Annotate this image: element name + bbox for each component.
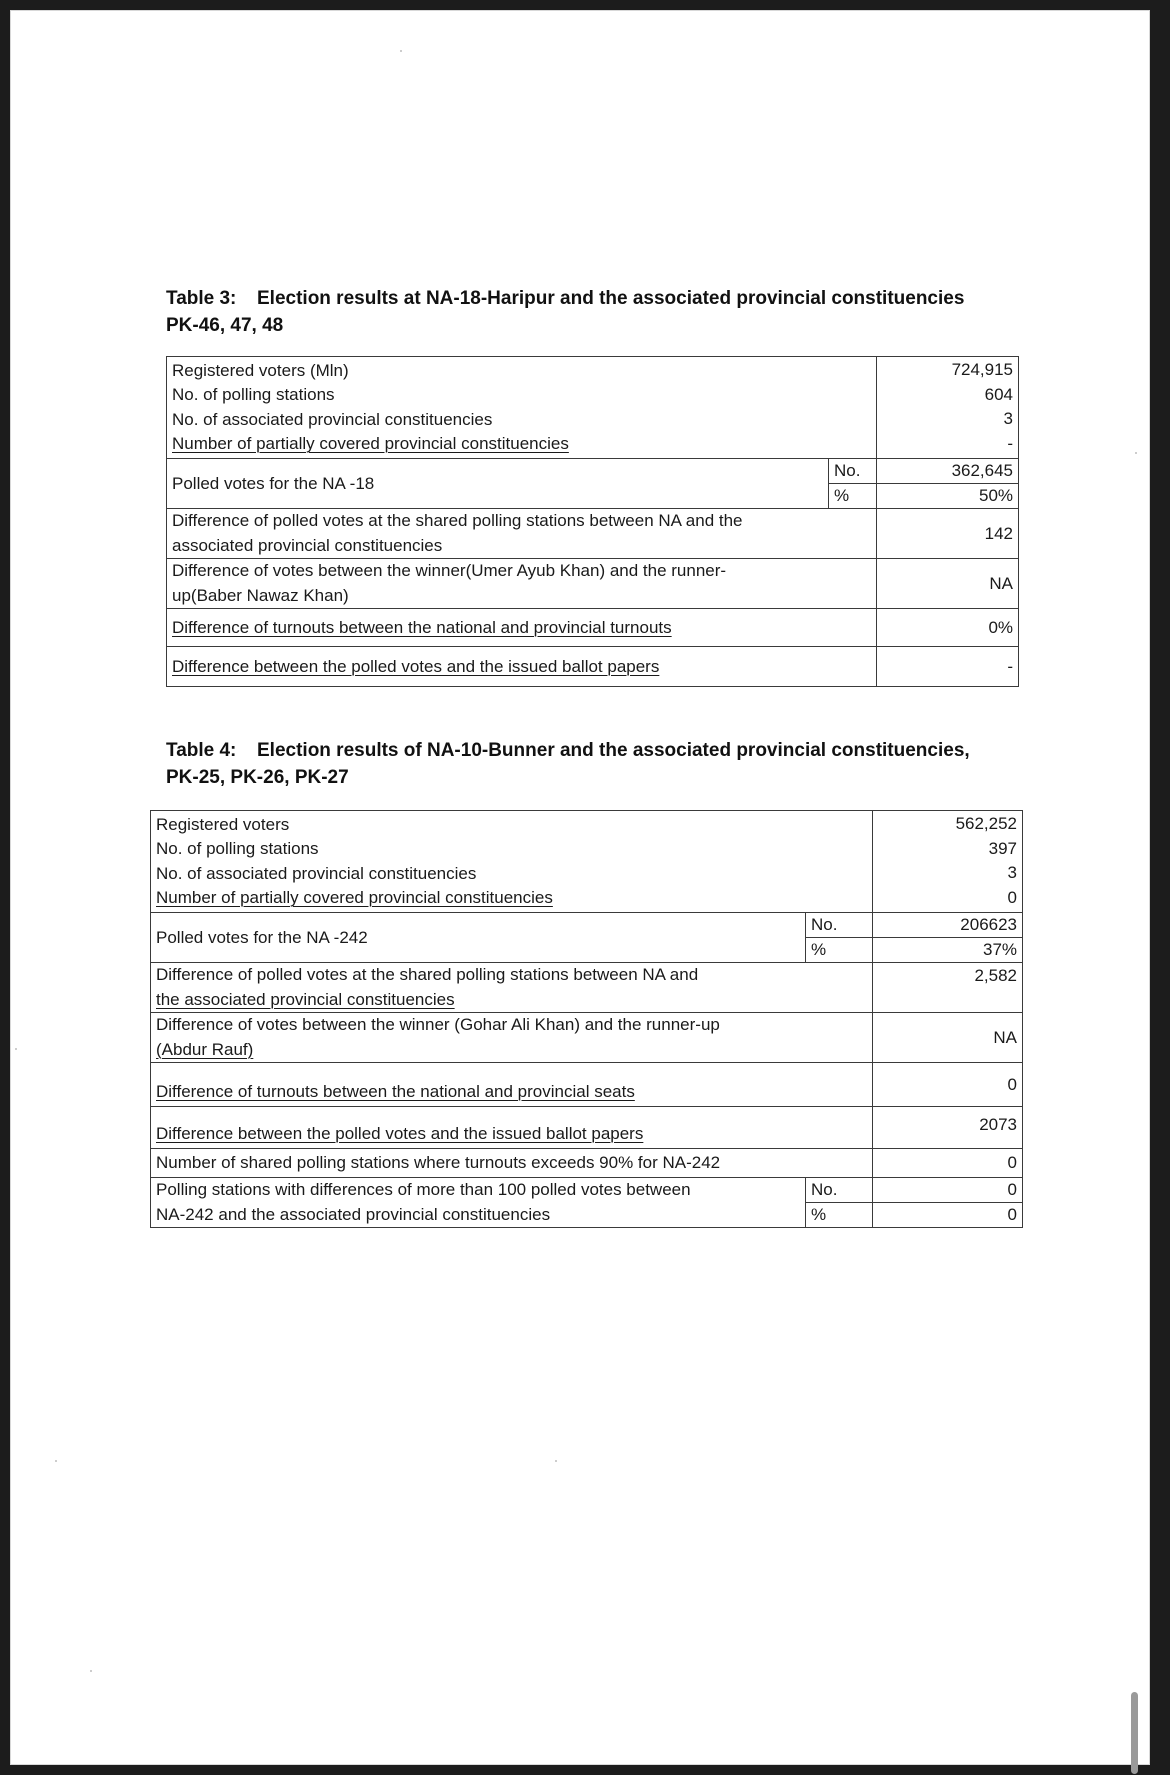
- diff-shared-label: [167, 509, 829, 559]
- diff-turnout-value: 0%: [877, 609, 1019, 647]
- partially-covered-label: Number of partially covered provincial constituencies: [156, 888, 553, 907]
- registered-voters-label: Registered voters: [156, 814, 290, 834]
- table4-basic-values: [873, 811, 1023, 913]
- table4-number: Table 4:: [166, 740, 237, 761]
- ps100-line2: NA-242 and the associated provincial constituencies: [156, 1204, 551, 1224]
- polling-stations-label: No. of polling stations: [172, 385, 335, 404]
- polling-stations-value: 397: [988, 838, 1018, 858]
- diff-winner-line2: up(Baber Nawaz Khan): [172, 585, 349, 605]
- table3-title-line2: PK-46, 47, 48: [166, 315, 284, 336]
- shared90-label: Number of shared polling stations where turnouts exceeds 90% for NA-242: [151, 1149, 873, 1178]
- diff-winner-value: NA: [873, 1013, 1023, 1063]
- partially-covered-value: -: [1007, 433, 1014, 453]
- polling-stations-label: No. of polling stations: [156, 839, 319, 858]
- diff-turnout-label: [167, 609, 877, 647]
- registered-voters-value: 724,915: [951, 360, 1014, 379]
- diff-winner-line1: Difference of votes between the winner(Umer Ayub Khan) and the runner-: [172, 561, 727, 580]
- empty-cell: [829, 559, 877, 609]
- polled-votes-pct: 50%: [877, 484, 1019, 509]
- table3-number: Table 3:: [166, 288, 237, 309]
- diff-shared-value: 142: [877, 509, 1019, 559]
- associated-pc-label: No. of associated provincial constituencies: [172, 409, 493, 429]
- ps100-no: 0: [873, 1178, 1023, 1203]
- unit-no: No.: [829, 459, 877, 484]
- diff-winner-line2: (Abdur Rauf): [156, 1039, 254, 1059]
- empty-cell: [806, 1013, 873, 1063]
- unit-no: No.: [806, 1178, 873, 1203]
- unit-pct: %: [806, 1203, 873, 1228]
- diff-shared-line1: Difference of polled votes at the shared polling stations between NA and: [156, 965, 699, 984]
- diff-ballot-text: Difference between the polled votes and the issued ballot papers: [156, 1124, 644, 1143]
- diff-winner-value: NA: [877, 559, 1019, 609]
- table4-basic-labels: [151, 811, 873, 913]
- diff-shared-value: 2,582: [873, 963, 1023, 1013]
- diff-winner-label: [151, 1013, 806, 1063]
- associated-pc-value: 3: [1003, 409, 1014, 428]
- associated-pc-value: 3: [1007, 863, 1018, 882]
- diff-turnout-value: 0: [873, 1063, 1023, 1107]
- scrollbar-thumb[interactable]: [1131, 1692, 1138, 1774]
- polled-votes-label: Polled votes for the NA -18: [167, 459, 829, 509]
- diff-winner-label: [167, 559, 829, 609]
- table3-title: [166, 285, 1066, 339]
- scan-speck: [55, 1460, 57, 1462]
- associated-pc-label: No. of associated provincial constituencies: [156, 863, 477, 883]
- unit-pct: %: [806, 938, 873, 963]
- empty-cell: [829, 509, 877, 559]
- diff-winner-line1: Difference of votes between the winner (Gohar Ali Khan) and the runner-up: [156, 1015, 720, 1034]
- table4-title-line2: PK-25, PK-26, PK-27: [166, 767, 349, 788]
- table3-basic-values: [877, 357, 1019, 459]
- ps100-pct: 0: [873, 1203, 1023, 1228]
- scan-speck: [1135, 452, 1137, 454]
- diff-turnout-text: Difference of turnouts between the national and provincial seats: [156, 1082, 635, 1101]
- table4-title-text: Election results of NA-10-Bunner and the associated provincial constituencies,: [257, 740, 970, 761]
- table3-basic-labels: [167, 357, 877, 459]
- diff-ballot-text: Difference between the polled votes and the issued ballot papers: [172, 656, 660, 676]
- diff-shared-line1: Difference of polled votes at the shared polling stations between NA and the: [172, 511, 743, 530]
- scan-speck: [555, 1460, 557, 1462]
- shared90-value: 0: [873, 1149, 1023, 1178]
- diff-shared-label: [151, 963, 806, 1013]
- table3-title-text: Election results at NA-18-Haripur and the associated provincial constituencies: [257, 288, 965, 309]
- ps100-label: [151, 1178, 806, 1228]
- table3: [166, 356, 1019, 687]
- polling-stations-value: 604: [984, 384, 1014, 404]
- empty-cell: [806, 963, 873, 1013]
- diff-turnout-text: Difference of turnouts between the national and provincial turnouts: [172, 617, 672, 637]
- partially-covered-value: 0: [1007, 887, 1018, 907]
- unit-pct: %: [829, 484, 877, 509]
- scan-speck: [90, 1670, 92, 1672]
- ps100-line1: Polling stations with differences of more than 100 polled votes between: [156, 1180, 691, 1199]
- diff-ballot-value: -: [877, 647, 1019, 687]
- table4: [150, 810, 1023, 1228]
- registered-voters-value: 562,252: [955, 814, 1018, 833]
- diff-ballot-label: [167, 647, 877, 687]
- diff-ballot-label: [151, 1107, 873, 1149]
- document-page: [10, 10, 1150, 1765]
- table4-title: [166, 737, 1066, 791]
- polled-votes-label: Polled votes for the NA -242: [151, 913, 806, 963]
- unit-no: No.: [806, 913, 873, 938]
- diff-shared-line2: the associated provincial constituencies: [156, 989, 455, 1009]
- scan-speck: [400, 50, 402, 52]
- polled-votes-no: 362,645: [877, 459, 1019, 484]
- diff-shared-line2: associated provincial constituencies: [172, 535, 443, 555]
- registered-voters-label: Registered voters (Mln): [172, 360, 349, 380]
- polled-votes-no: 206623: [873, 913, 1023, 938]
- partially-covered-label: Number of partially covered provincial constituencies: [172, 434, 569, 453]
- scan-speck: [15, 1048, 17, 1050]
- diff-turnout-label: [151, 1063, 873, 1107]
- diff-ballot-value: 2073: [873, 1107, 1023, 1149]
- polled-votes-pct: 37%: [873, 938, 1023, 963]
